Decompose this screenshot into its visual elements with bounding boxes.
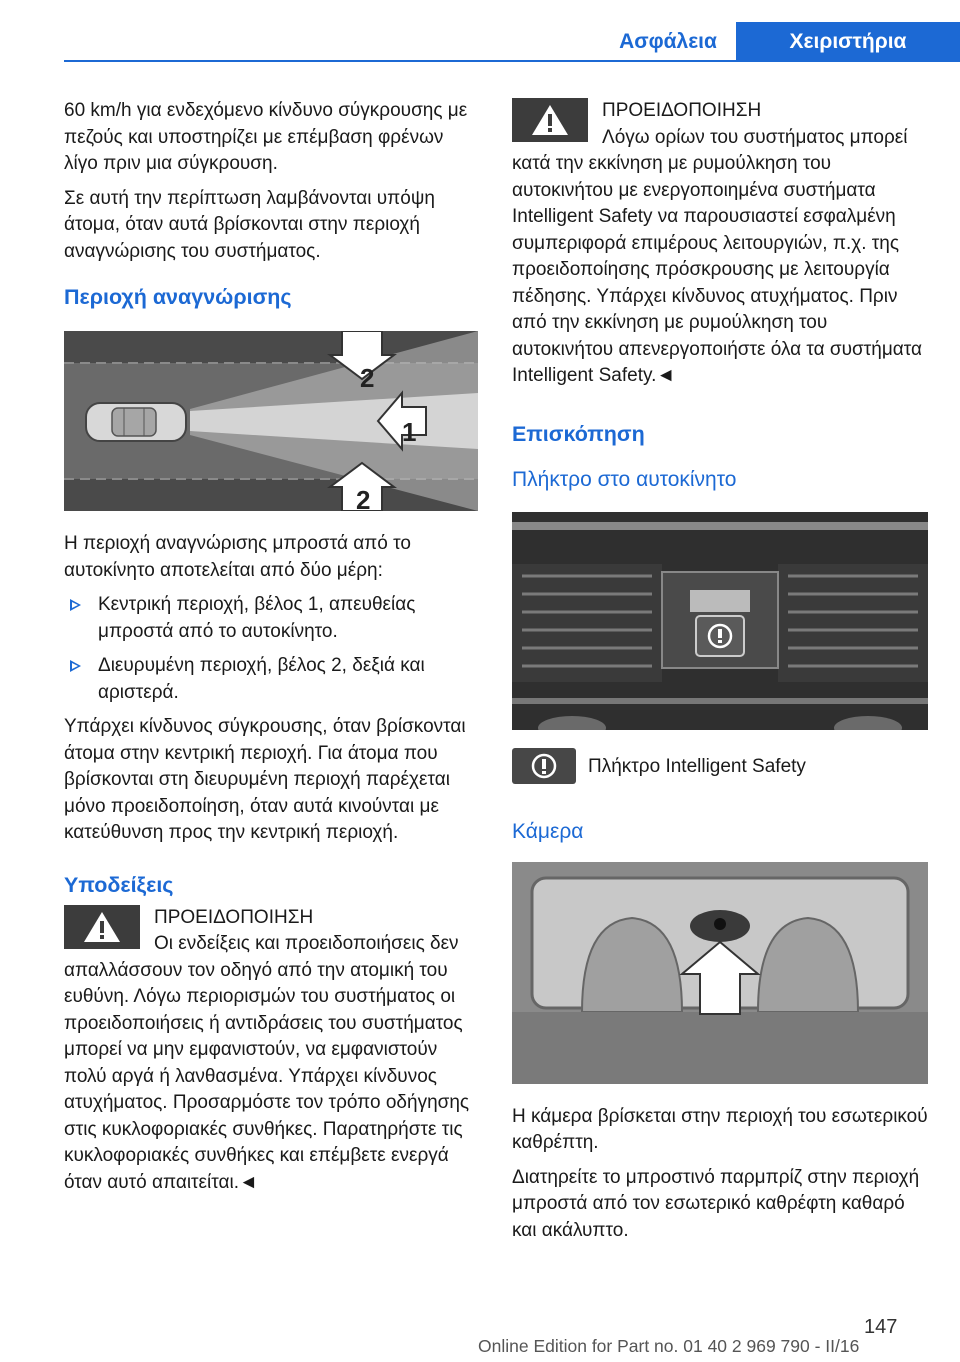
header-rule <box>64 60 960 62</box>
warning-block-left <box>64 905 478 1197</box>
warning-title: ΠΡΟΕΙΔΟΠΟΙΗΣΗ <box>602 100 762 121</box>
left-column <box>64 98 478 1196</box>
warning-first-line: Οι ενδείξεις και προειδοποιήσεις δεν <box>154 933 459 954</box>
overview-heading: Επισκόπηση <box>512 421 645 446</box>
button-caption-text: Πλήκτρο Intelligent Safety <box>588 755 806 777</box>
camera-heading: Κάμερα <box>512 819 584 843</box>
arrow-1-label: 1 <box>402 417 417 447</box>
warning-first-line: Λόγω ορίων του συστήματος μπορεί <box>602 126 908 148</box>
list-item: Κεντρική περιοχή, βέλος 1, απευθείας μπροστά από το αυτοκίνητο. <box>64 592 478 645</box>
warning-title: ΠΡΟΕΙΔΟΠΟΙΗΣΗ <box>154 906 314 928</box>
warning-body: κατά την εκκίνηση με ρυμούλκηση του αυτοκινήτου με ενεργοποιημένα συστήματα Intelligent Safety να παρουσιαστεί εσφαλμένη συμπεριφορά επιμέρους λειτουργιών, π.χ. της προειδοποίησης πρόσκρουσης με λειτουργία πέδησης. Υπάρχει κίνδυνος ατυχήματος. Πριν από την εκκίνηση με ρυμούλκηση του αυτοκινήτου απενεργοποιήστε όλα τα συστήματα Intelligent Safety.◄ <box>512 153 923 386</box>
chapter-tab: Χειριστήρια <box>736 22 960 62</box>
section-tab: Ασφάλεια <box>619 30 717 53</box>
zone-description: Η περιοχή αναγνώρισης μπροστά από το αυτοκίνητο αποτελείται από δύο μέρη: <box>64 533 411 581</box>
button-heading: Πλήκτρο στο αυτοκίνητο <box>512 467 737 491</box>
car-icon <box>86 403 186 441</box>
bullet-triangle-icon <box>70 660 81 672</box>
list-item: Διευρυμένη περιοχή, βέλος 2, δεξιά και αριστερά. <box>64 653 478 706</box>
zone-list <box>64 592 478 706</box>
right-column <box>512 98 928 1252</box>
bullet-triangle-icon <box>70 599 81 611</box>
intelligent-safety-button-icon <box>696 616 744 656</box>
footer-edition: Online Edition for Part no. 01 40 2 969 790 - II/16 <box>478 1336 860 1356</box>
detection-zone-heading: Περιοχή αναγνώρισης <box>64 285 292 309</box>
warning-triangle-icon <box>64 905 140 949</box>
intro-paragraph-2: Σε αυτή την περίπτωση λαμβάνονται υπόψη άτομα, όταν αυτά βρίσκονται στην περιοχή αναγνώρισης του συστήματος. <box>64 187 435 262</box>
camera-figure <box>512 862 928 1084</box>
intelligent-safety-icon <box>512 748 576 784</box>
button-caption <box>512 748 928 792</box>
hints-heading: Υποδείξεις <box>64 872 174 897</box>
intro-paragraph-1: 60 km/h για ενδεχόμενο κίνδυνο σύγκρουσης με πεζούς και υποστηρίζει με επέμβαση φρένων λίγο πριν μια σύγκρουση. <box>64 100 468 174</box>
camera-text-1: Η κάμερα βρίσκεται στην περιοχή του εσωτερικού καθρέπτη. <box>512 1105 928 1153</box>
arrow-2-top-label: 2 <box>360 363 375 393</box>
arrow-2-bottom-label: 2 <box>356 485 371 511</box>
warning-triangle-icon <box>512 98 588 142</box>
page-number: 147 <box>864 1316 898 1338</box>
collision-risk-text: Υπάρχει κίνδυνος σύγκρουσης, όταν βρίσκονται άτομα στην κεντρική περιοχή. Για άτομα που βρίσκονται στη διευρυμένη περιοχή παρέχεται μόνο προειδοποίηση, όταν αυτά κινούνται με κατεύθυνση προς την κεντρική περιοχή. <box>64 716 466 843</box>
camera-text-2: Διατηρείτε το μπροστινό παρμπρίζ στην περιοχή μπροστά από τον εσωτερικό καθρέφτη καθαρό και ακάλυπτο. <box>512 1166 920 1241</box>
dashboard-button-figure <box>512 512 928 730</box>
warning-block-right <box>512 98 928 390</box>
warning-body: απαλλάσσουν τον οδηγό από την ατομική του ευθύνη. Λόγω περιορισμών του συστήματος οι προειδοποιήσεις ή αντιδράσεις του συστήματος μπορεί να μην εμφανιστούν, να εμφανιστούν πολύ αργά ή λανθασμένα. Υπάρχει κίνδυνος ατυχήματος. Προσαρμόστε τον τρόπο οδήγησης στις κυκλοφοριακές συνθήκες. Παρατηρήστε τις κυκλοφοριακές συνθήκες και επέμβετε ενεργά όταν αυτό απαιτείται.◄ <box>64 959 470 1193</box>
detection-zone-figure <box>64 331 478 511</box>
